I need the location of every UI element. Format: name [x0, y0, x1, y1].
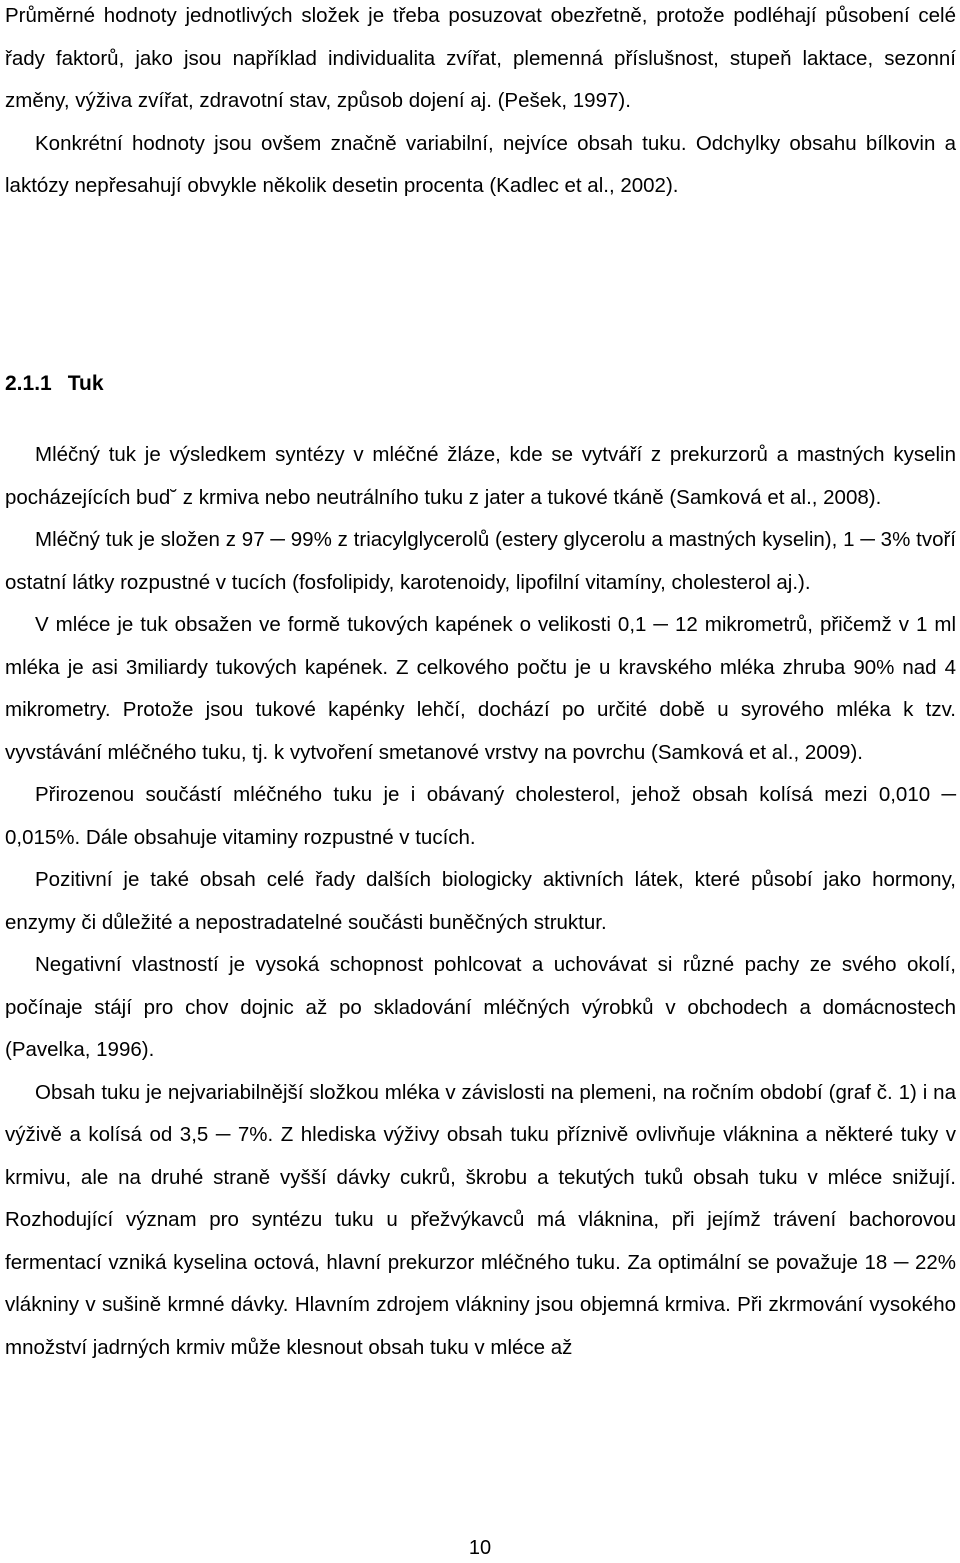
page-number: 10: [468, 1537, 492, 1559]
paragraph-composition: Mléčný tuk je složen z 97 ─ 99% z triacylglycerolů (estery glycerolu a mastných kyselin), 1 ─ 3% tvoří ostatní látky rozpustné v tucích (fosfolipidy, karotenoidy, lipofilní vitamíny, cholesterol aj.).: [5, 528, 956, 594]
paragraph-synthesis: Mléčný tuk je výsledkem syntézy v mléčné žláze, kde se vytváří z prekurzorů a mastných kyselin pocházejících bud˘ z krmiva nebo neutrálního tuku z jater a tukové tkáně (Samková et al., 2008).: [5, 443, 956, 509]
section-title: Tuk: [67, 372, 104, 395]
intro-paragraph-2: Konkrétní hodnoty jsou ovšem značně variabilní, nejvíce obsah tuku. Odchylky obsahu bílkovin a laktózy nepřesahují obvykle několik desetin procenta (Kadlec et al., 2002).: [5, 131, 956, 197]
paragraph-odors: Negativní vlastností je vysoká schopnost pohlcovat a uchovávat si různé pachy ze svého okolí, počínaje stájí pro chov dojnic až po skladování mléčných výrobků v obchodech a domácnostech (Pavelka, 1996).: [5, 953, 956, 1061]
paragraph-variability: Obsah tuku je nejvariabilnější složkou mléka v závislosti na plemeni, na ročním období (graf č. 1) i na výživě a kolísá od 3,5 ─ 7%. Z hlediska výživy obsah tuku příznivě ovlivňuje vláknina a některé tuky v krmivu, ale na druhé straně vyšší dávky cukrů, škrobu a tekutých tuků obsah tuku v mléce snižují. Rozhodující význam pro syntézu tuku u přežvýkavců má vláknina, při jejímž trávení bachorovou fermentací vzniká kyselina octová, hlavní prekurzor mléčného tuku. Za optimální se považuje 18 ─ 22% vlákniny v sušině krmné dávky. Hlavním zdrojem vlákniny jsou objemná krmiva. Při zkrmování vysokého množství jadrných krmiv může klesnout obsah tuku v mléce až: [5, 1080, 956, 1359]
section-number: 2.1.1: [5, 372, 52, 395]
section-body: [5, 434, 956, 1369]
paragraph-cholesterol: Přirozenou součástí mléčného tuku je i obávaný cholesterol, jehož obsah kolísá mezi 0,010 ─ 0,015%. Dále obsahuje vitaminy rozpustné v tucích.: [5, 783, 956, 849]
intro-section: [5, 0, 956, 208]
paragraph-droplets: V mléce je tuk obsažen ve formě tukových kapének o velikosti 0,1 ─ 12 mikrometrů, přičemž v 1 ml mléka je asi 3miliardy tukových kapének. Z celkového počtu je u kravského mléka zhruba 90% nad 4 mikrometry. Protože jsou tukové kapénky lehčí, dochází po určité době u syrového mléka k tzv. vyvstávání mléčného tuku, tj. k vytvoření smetanové vrstvy na povrchu (Samková et al., 2009).: [5, 613, 956, 764]
intro-paragraph: Průměrné hodnoty jednotlivých složek je třeba posuzovat obezřetně, protože podléhají působení celé řady faktorů, jako jsou například individualita zvířat, plemenná příslušnost, stupeň laktace, sezonní změny, výživa zvířat, zdravotní stav, způsob dojení aj. (Pešek, 1997).: [5, 4, 956, 112]
paragraph-bioactive: Pozitivní je také obsah celé řady dalších biologicky aktivních látek, které působí jako hormony, enzymy či důležité a nepostradatelné součásti buněčných struktur.: [5, 868, 956, 934]
section-heading: [5, 364, 104, 404]
